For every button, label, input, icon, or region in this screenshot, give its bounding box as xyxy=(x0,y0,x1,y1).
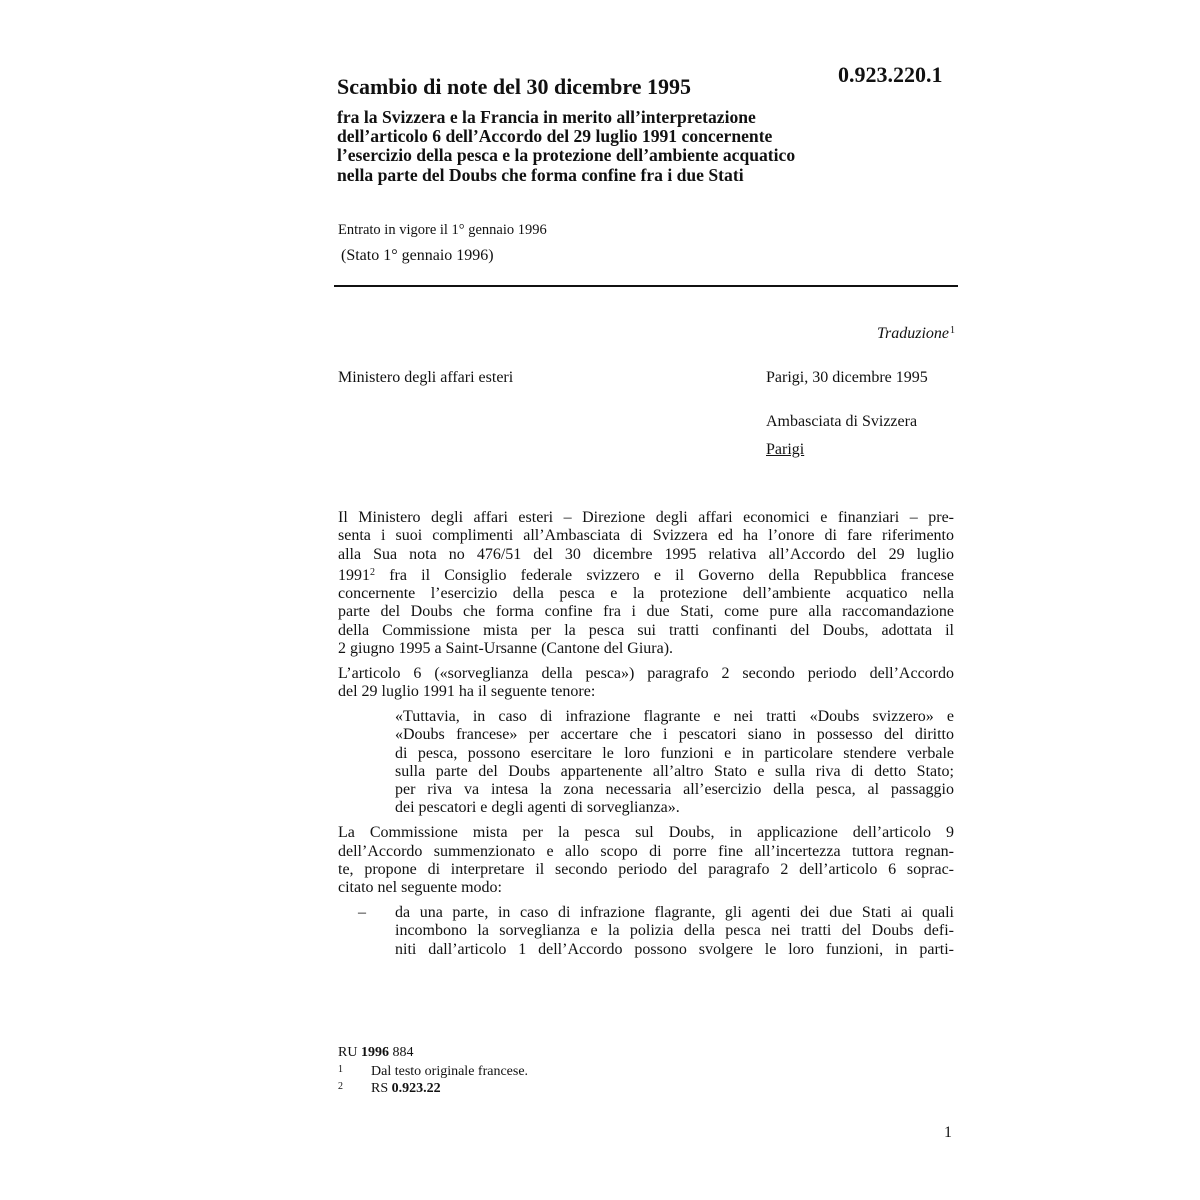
footnote xyxy=(338,1081,528,1098)
letter-place-date: Parigi, 30 dicembre 1995 xyxy=(766,369,928,386)
text-line: L’articolo 6 («sorveglianza della pesca») paragrafo 2 secondo periodo dell’Accordo xyxy=(338,664,954,682)
text-line: te, propone di interpretare il secondo periodo del paragrafo 2 dell’articolo 6 soprac- xyxy=(338,860,954,878)
text-line: alla Sua nota no 476/51 del 30 dicembre 1995 relativa all’Accordo del 29 luglio xyxy=(338,545,954,563)
header-rule xyxy=(334,285,958,287)
letter-sender: Ministero degli affari esteri xyxy=(338,369,514,386)
footnote-number: 1 xyxy=(338,1064,343,1075)
document-subtitle xyxy=(337,108,795,185)
text-line xyxy=(338,564,954,585)
text-line: citato nel seguente modo: xyxy=(338,879,502,897)
text-line: per riva va intesa la zona necessaria all’esercizio della pesca, al passaggio xyxy=(395,781,954,799)
text-line: parte del Doubs che forma confine fra i due Stati, come pure alla raccomandazione xyxy=(338,603,954,621)
text-line: sulla parte del Doubs appartenente all’altro Stato e sulla riva di detto Stato; xyxy=(395,762,954,780)
paragraph xyxy=(338,509,954,658)
text-line: senta i suoi complimenti all’Ambasciata di Svizzera ed ha l’onore di fare riferimento xyxy=(338,527,954,545)
footnote-text xyxy=(371,1081,441,1098)
footnote-text: Dal testo originale francese. xyxy=(371,1064,529,1079)
text-line: La Commissione mista per la pesca sul Doubs, in applicazione dell’articolo 9 xyxy=(338,824,954,842)
quoted-article xyxy=(395,708,954,818)
footnote-number: 2 xyxy=(338,1080,343,1092)
footnote-ref[interactable]: 1 xyxy=(950,325,955,336)
text-fragment: fra il Consiglio federale svizzero e il Governo della Repubblica francese xyxy=(375,566,954,584)
text-line: Il Ministero degli affari esteri – Direzione degli affari economici e finanziari – pre- xyxy=(338,509,954,526)
paragraph xyxy=(338,824,954,897)
text-line: di pesca, possono esercitare le loro funzioni e in particolare stendere verbale xyxy=(395,744,954,762)
letter-body xyxy=(338,509,954,959)
status-date: (Stato 1° gennaio 1996) xyxy=(341,247,494,264)
entry-into-force: Entrato in vigore il 1° gennaio 1996 xyxy=(338,222,547,238)
text-line: «Doubs francese» per accertare che i pescatori siano in possesso del diritto xyxy=(395,726,954,744)
text-line: incombono la sorveglianza e la polizia della pesca nei tratti del Doubs defi- xyxy=(395,922,954,940)
text-line: dei pescatori e degli agenti di sorveglianza». xyxy=(395,799,680,817)
footnote-sr-ref[interactable]: 0.923.22 xyxy=(391,1080,441,1096)
text-line: 2 giugno 1995 a Saint-Ursanne (Cantone del Giura). xyxy=(338,640,674,658)
text-fragment: 1991 xyxy=(338,566,370,584)
text-line: della Commissione mista per la pesca sui tratti confinanti del Doubs, adottata il xyxy=(338,621,954,639)
translation-label: Traduzione xyxy=(876,325,949,342)
text-line: niti dall’articolo 1 dell’Accordo possono svolgere le loro funzioni, in parti- xyxy=(395,940,954,958)
subtitle-line: nella parte del Doubs che forma confine fra i due Stati xyxy=(337,164,744,185)
paragraph xyxy=(338,665,954,702)
ru-year: 1996 xyxy=(360,1045,389,1060)
document-title: Scambio di note del 30 dicembre 1995 xyxy=(337,74,692,99)
translation-note xyxy=(877,325,955,343)
footnote xyxy=(338,1064,528,1081)
ru-prefix: RU xyxy=(338,1045,358,1060)
footnotes xyxy=(338,1064,528,1097)
subtitle-line: fra la Svizzera e la Francia in merito all’interpretazione xyxy=(337,107,756,127)
subtitle-line: l’esercizio della pesca e la protezione dell’ambiente acquatico xyxy=(337,145,796,166)
text-line: «Tuttavia, in caso di infrazione flagrante e nei tratti «Doubs svizzero» e xyxy=(395,707,954,725)
footnote-prefix: RS xyxy=(371,1080,389,1096)
subtitle-line: dell’articolo 6 dell’Accordo del 29 luglio 1991 concernente xyxy=(337,126,773,147)
text-line: concernente l’esercizio della pesca e la protezione dell’ambiente acquatico nella xyxy=(338,585,954,603)
letter-recipient-city: Parigi xyxy=(766,441,805,458)
bullet-item xyxy=(338,904,954,959)
sr-number: 0.923.220.1 xyxy=(838,62,943,87)
footnote-ref[interactable]: 2 xyxy=(370,566,375,578)
official-compilation-ref xyxy=(338,1045,413,1061)
letter-recipient: Ambasciata di Svizzera xyxy=(766,413,918,430)
bullet-dash: – xyxy=(358,903,366,921)
ru-page: 884 xyxy=(392,1045,414,1060)
page-number: 1 xyxy=(944,1124,952,1141)
text-line: da una parte, in caso di infrazione flagrante, gli agenti dei due Stati ai quali xyxy=(395,903,954,921)
text-line: dell’Accordo summenzionato e allo scopo di porre fine all’incertezza tuttora regnan- xyxy=(338,842,954,860)
text-line: del 29 luglio 1991 ha il seguente tenore: xyxy=(338,683,596,701)
